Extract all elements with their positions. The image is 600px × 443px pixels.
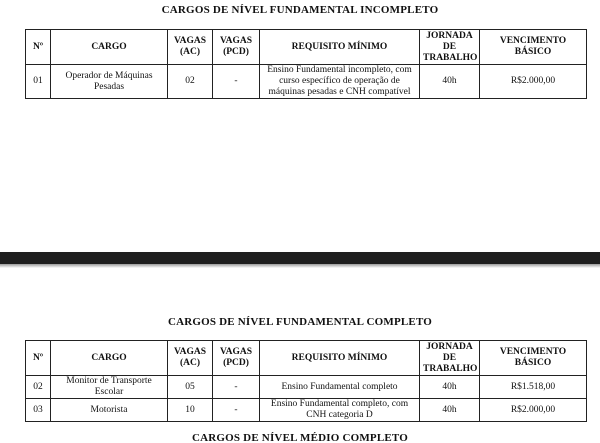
cell-vencimento: R$2.000,00: [480, 399, 587, 422]
header-num: Nº: [26, 30, 51, 65]
header-cargo: CARGO: [51, 30, 168, 65]
cell-requisito: Ensino Fundamental completo: [260, 376, 420, 399]
cell-jornada: 40h: [420, 65, 480, 99]
header-requisito: REQUISITO MÍNIMO: [260, 30, 420, 65]
header-jornada: JORNADA DE TRABALHO: [420, 341, 480, 376]
cell-cargo: Monitor de Transporte Escolar: [51, 376, 168, 399]
table-header-row: [26, 30, 587, 65]
table-fundamental-completo: [25, 340, 587, 422]
cell-vagas-ac: 02: [168, 65, 213, 99]
cell-vagas-ac: 10: [168, 399, 213, 422]
header-vagas-ac: VAGAS (AC): [168, 341, 213, 376]
header-requisito: REQUISITO MÍNIMO: [260, 341, 420, 376]
section-medio-completo: [0, 430, 600, 443]
section-fundamental-completo: [0, 314, 600, 330]
cell-requisito: Ensino Fundamental incompleto, com curso específico de operação de máquinas pesadas e CNH compatível: [260, 65, 420, 99]
header-vagas-pcd: VAGAS (PCD): [213, 341, 260, 376]
section-title: CARGOS DE NÍVEL FUNDAMENTAL COMPLETO: [167, 316, 433, 328]
header-vencimento: VENCIMENTO BÁSICO: [480, 30, 587, 65]
header-vagas-ac: VAGAS (AC): [168, 30, 213, 65]
table-header-row: [26, 341, 587, 376]
cell-num: 01: [26, 65, 51, 99]
header-num: Nº: [26, 341, 51, 376]
page-break-divider: [0, 252, 600, 264]
section-title: CARGOS DE NÍVEL FUNDAMENTAL INCOMPLETO: [161, 4, 439, 16]
header-jornada: JORNADA DE TRABALHO: [420, 30, 480, 65]
cell-vencimento: R$1.518,00: [480, 376, 587, 399]
header-cargo: CARGO: [51, 341, 168, 376]
cell-vagas-ac: 05: [168, 376, 213, 399]
cell-vencimento: R$2.000,00: [480, 65, 587, 99]
cell-jornada: 40h: [420, 399, 480, 422]
table-row: [26, 376, 587, 399]
cell-num: 03: [26, 399, 51, 422]
cell-cargo: Operador de Máquinas Pesadas: [51, 65, 168, 99]
section-fundamental-incompleto: [0, 2, 600, 18]
cell-vagas-pcd: -: [213, 399, 260, 422]
cell-jornada: 40h: [420, 376, 480, 399]
table-row: [26, 65, 587, 99]
page-break-shadow: [0, 264, 600, 268]
cell-cargo: Motorista: [51, 399, 168, 422]
table-row: [26, 399, 587, 422]
cell-vagas-pcd: -: [213, 65, 260, 99]
header-vencimento: VENCIMENTO BÁSICO: [480, 341, 587, 376]
cell-vagas-pcd: -: [213, 376, 260, 399]
cell-num: 02: [26, 376, 51, 399]
cell-requisito: Ensino Fundamental completo, com CNH categoria D: [260, 399, 420, 422]
table-fundamental-incompleto: [25, 29, 587, 99]
header-vagas-pcd: VAGAS (PCD): [213, 30, 260, 65]
section-title: CARGOS DE NÍVEL MÉDIO COMPLETO: [191, 432, 409, 443]
